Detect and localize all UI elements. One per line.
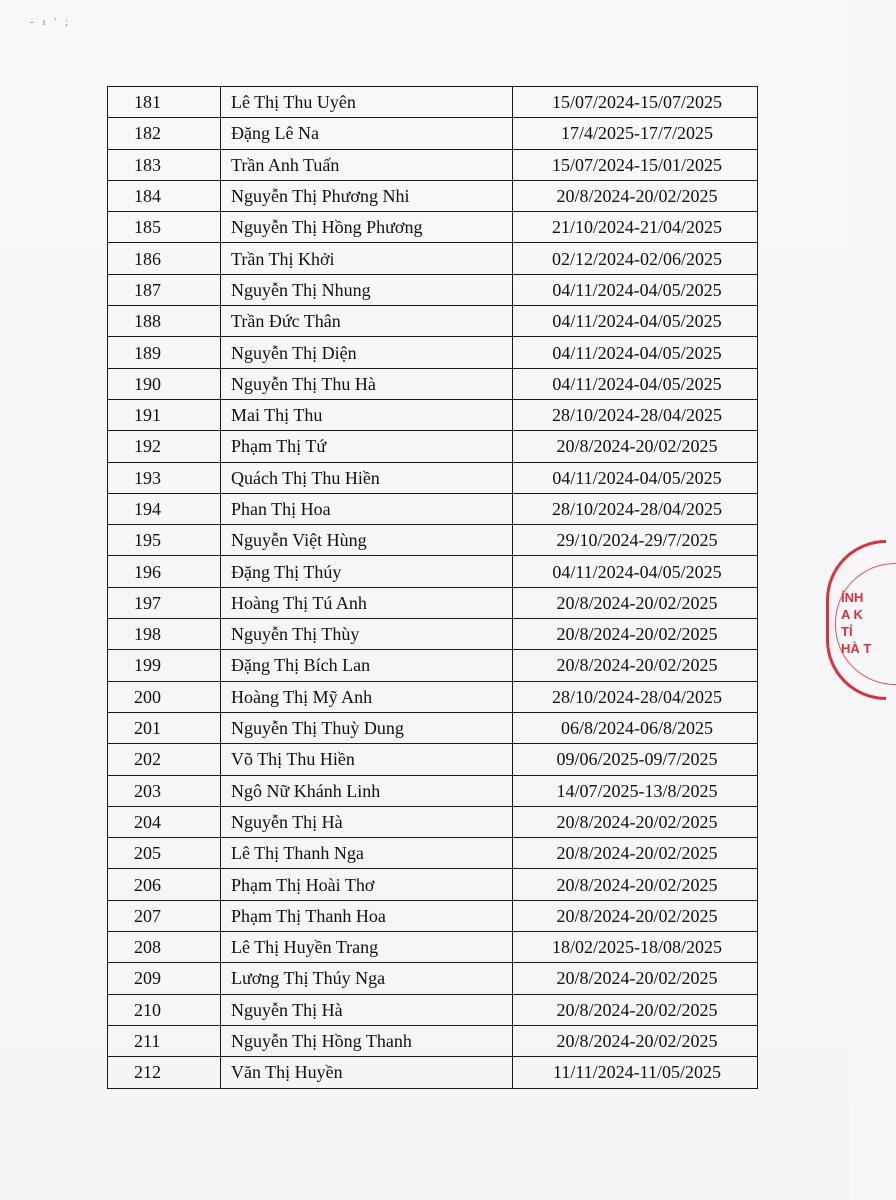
cell-name: Lê Thị Huyền Trang — [221, 932, 513, 963]
cell-name: Văn Thị Huyền — [221, 1057, 513, 1088]
cell-stt: 195 — [108, 525, 221, 556]
cell-name: Nguyễn Thị Thùy — [221, 619, 513, 650]
cell-period: 20/8/2024-20/02/2025 — [513, 806, 758, 837]
scan-mark: - ı ' ; — [30, 16, 72, 28]
cell-name: Phạm Thị Tứ — [221, 431, 513, 462]
table-row — [108, 399, 758, 430]
cell-stt: 194 — [108, 493, 221, 524]
cell-name: Nguyễn Thị Thu Hà — [221, 368, 513, 399]
cell-period: 20/8/2024-20/02/2025 — [513, 1025, 758, 1056]
cell-period: 04/11/2024-04/05/2025 — [513, 462, 758, 493]
cell-name: Hoàng Thị Mỹ Anh — [221, 681, 513, 712]
table-row — [108, 462, 758, 493]
cell-stt: 183 — [108, 149, 221, 180]
cell-stt: 188 — [108, 306, 221, 337]
cell-name: Lê Thị Thu Uyên — [221, 87, 513, 118]
cell-name: Nguyễn Thị Hồng Phương — [221, 212, 513, 243]
cell-stt: 204 — [108, 806, 221, 837]
cell-period: 04/11/2024-04/05/2025 — [513, 306, 758, 337]
table-row — [108, 587, 758, 618]
cell-period: 09/06/2025-09/7/2025 — [513, 744, 758, 775]
cell-stt: 203 — [108, 775, 221, 806]
cell-stt: 209 — [108, 963, 221, 994]
table-row — [108, 149, 758, 180]
cell-name: Nguyễn Thị Hà — [221, 994, 513, 1025]
cell-period: 02/12/2024-02/06/2025 — [513, 243, 758, 274]
cell-stt: 186 — [108, 243, 221, 274]
cell-period: 20/8/2024-20/02/2025 — [513, 180, 758, 211]
cell-stt: 182 — [108, 118, 221, 149]
cell-stt: 201 — [108, 712, 221, 743]
cell-stt: 185 — [108, 212, 221, 243]
cell-period: 15/07/2024-15/01/2025 — [513, 149, 758, 180]
cell-stt: 210 — [108, 994, 221, 1025]
cell-stt: 208 — [108, 932, 221, 963]
table-row — [108, 180, 758, 211]
cell-name: Hoàng Thị Tú Anh — [221, 587, 513, 618]
table-row — [108, 274, 758, 305]
table-row — [108, 963, 758, 994]
table-row — [108, 431, 758, 462]
records-table-body — [108, 87, 758, 1089]
cell-stt: 211 — [108, 1025, 221, 1056]
cell-stt: 198 — [108, 619, 221, 650]
table-row — [108, 368, 758, 399]
table-row — [108, 838, 758, 869]
cell-period: 11/11/2024-11/05/2025 — [513, 1057, 758, 1088]
cell-period: 14/07/2025-13/8/2025 — [513, 775, 758, 806]
cell-period: 28/10/2024-28/04/2025 — [513, 399, 758, 430]
cell-stt: 181 — [108, 87, 221, 118]
cell-stt: 197 — [108, 587, 221, 618]
table-row — [108, 712, 758, 743]
cell-name: Nguyễn Thị Hà — [221, 806, 513, 837]
table-row — [108, 212, 758, 243]
cell-name: Nguyễn Việt Hùng — [221, 525, 513, 556]
table-row — [108, 650, 758, 681]
cell-period: 21/10/2024-21/04/2025 — [513, 212, 758, 243]
cell-stt: 190 — [108, 368, 221, 399]
cell-stt: 184 — [108, 180, 221, 211]
cell-name: Trần Đức Thân — [221, 306, 513, 337]
cell-name: Phạm Thị Hoài Thơ — [221, 869, 513, 900]
cell-period: 15/07/2024-15/07/2025 — [513, 87, 758, 118]
table-row — [108, 932, 758, 963]
cell-stt: 196 — [108, 556, 221, 587]
cell-name: Đặng Thị Thúy — [221, 556, 513, 587]
table-row — [108, 87, 758, 118]
cell-name: Nguyễn Thị Thuỳ Dung — [221, 712, 513, 743]
cell-name: Nguyễn Thị Nhung — [221, 274, 513, 305]
cell-stt: 189 — [108, 337, 221, 368]
cell-stt: 207 — [108, 900, 221, 931]
cell-period: 04/11/2024-04/05/2025 — [513, 337, 758, 368]
cell-period: 20/8/2024-20/02/2025 — [513, 587, 758, 618]
table-row — [108, 337, 758, 368]
cell-period: 20/8/2024-20/02/2025 — [513, 431, 758, 462]
cell-period: 20/8/2024-20/02/2025 — [513, 869, 758, 900]
table-row — [108, 900, 758, 931]
table-row — [108, 869, 758, 900]
cell-period: 20/8/2024-20/02/2025 — [513, 994, 758, 1025]
cell-name: Nguyễn Thị Hồng Thanh — [221, 1025, 513, 1056]
cell-stt: 202 — [108, 744, 221, 775]
cell-name: Lương Thị Thúy Nga — [221, 963, 513, 994]
cell-name: Quách Thị Thu Hiền — [221, 462, 513, 493]
cell-period: 04/11/2024-04/05/2025 — [513, 556, 758, 587]
table-row — [108, 556, 758, 587]
cell-period: 20/8/2024-20/02/2025 — [513, 650, 758, 681]
cell-name: Trần Thị Khởi — [221, 243, 513, 274]
cell-name: Đặng Lê Na — [221, 118, 513, 149]
table-row — [108, 1025, 758, 1056]
cell-period: 20/8/2024-20/02/2025 — [513, 619, 758, 650]
table-row — [108, 619, 758, 650]
cell-stt: 193 — [108, 462, 221, 493]
cell-name: Mai Thị Thu — [221, 399, 513, 430]
cell-stt: 199 — [108, 650, 221, 681]
table-row — [108, 243, 758, 274]
cell-period: 20/8/2024-20/02/2025 — [513, 838, 758, 869]
cell-period: 06/8/2024-06/8/2025 — [513, 712, 758, 743]
cell-period: 17/4/2025-17/7/2025 — [513, 118, 758, 149]
cell-name: Phan Thị Hoa — [221, 493, 513, 524]
cell-name: Đặng Thị Bích Lan — [221, 650, 513, 681]
cell-period: 29/10/2024-29/7/2025 — [513, 525, 758, 556]
table-row — [108, 525, 758, 556]
cell-stt: 200 — [108, 681, 221, 712]
cell-stt: 192 — [108, 431, 221, 462]
cell-period: 28/10/2024-28/04/2025 — [513, 681, 758, 712]
table-row — [108, 118, 758, 149]
cell-stt: 191 — [108, 399, 221, 430]
cell-stt: 212 — [108, 1057, 221, 1088]
cell-stt: 206 — [108, 869, 221, 900]
table-row — [108, 744, 758, 775]
cell-period: 18/02/2025-18/08/2025 — [513, 932, 758, 963]
table-row — [108, 775, 758, 806]
cell-period: 04/11/2024-04/05/2025 — [513, 274, 758, 305]
records-table — [107, 86, 758, 1089]
cell-name: Trần Anh Tuấn — [221, 149, 513, 180]
cell-period: 04/11/2024-04/05/2025 — [513, 368, 758, 399]
cell-name: Phạm Thị Thanh Hoa — [221, 900, 513, 931]
cell-stt: 205 — [108, 838, 221, 869]
cell-name: Nguyễn Thị Phương Nhi — [221, 180, 513, 211]
table-row — [108, 994, 758, 1025]
table-row — [108, 306, 758, 337]
cell-name: Nguyễn Thị Diện — [221, 337, 513, 368]
cell-name: Lê Thị Thanh Nga — [221, 838, 513, 869]
cell-stt: 187 — [108, 274, 221, 305]
cell-period: 20/8/2024-20/02/2025 — [513, 963, 758, 994]
cell-name: Võ Thị Thu Hiền — [221, 744, 513, 775]
table-row — [108, 1057, 758, 1088]
cell-period: 28/10/2024-28/04/2025 — [513, 493, 758, 524]
table-row — [108, 681, 758, 712]
red-seal-stamp — [826, 540, 886, 700]
cell-name: Ngô Nữ Khánh Linh — [221, 775, 513, 806]
cell-period: 20/8/2024-20/02/2025 — [513, 900, 758, 931]
stamp-text: ỈNH A K TỈ HÀ T — [841, 590, 872, 656]
table-row — [108, 806, 758, 837]
table-row — [108, 493, 758, 524]
